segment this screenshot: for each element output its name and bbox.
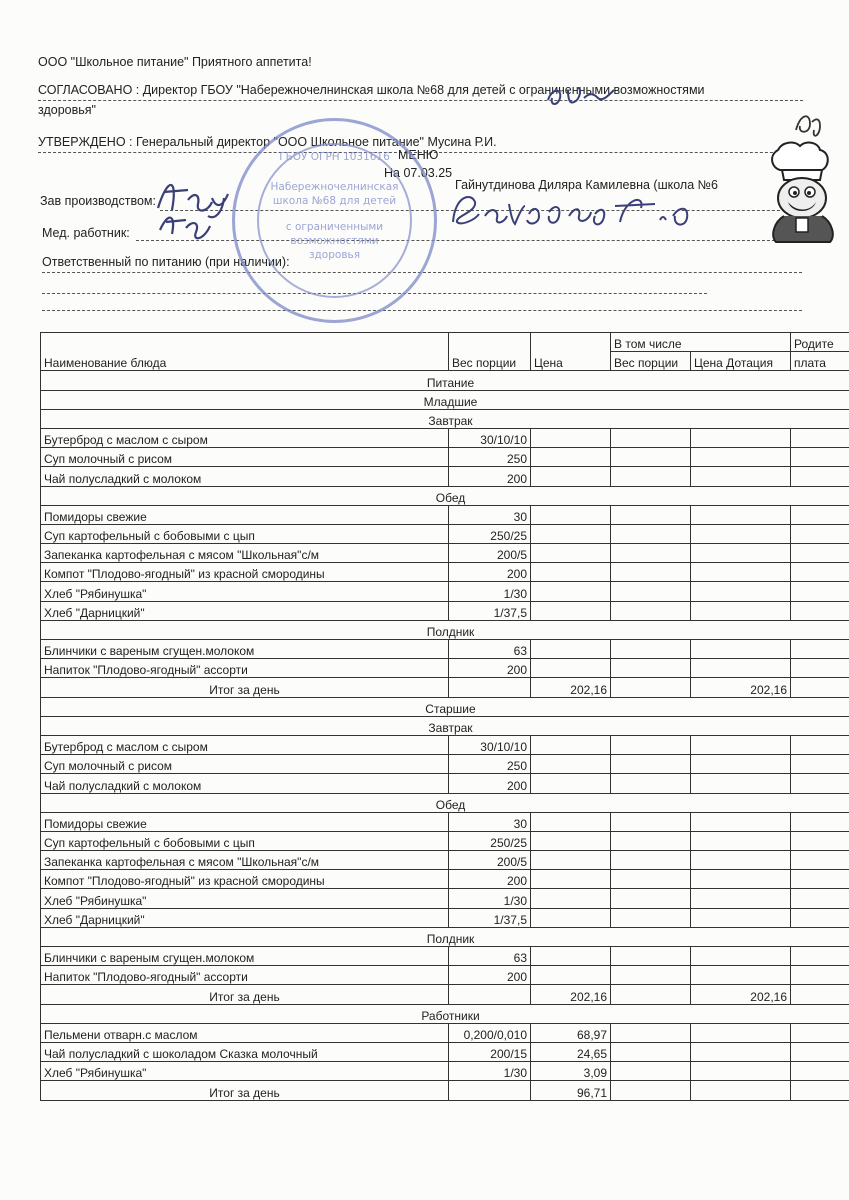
subsidy-cell: [691, 659, 791, 678]
stamp-line: Набережночелнинская: [270, 181, 399, 193]
subsidy-cell: [691, 1062, 791, 1081]
table-row: [41, 870, 849, 889]
section-row: [41, 390, 849, 409]
subsidy-cell: 202,16: [691, 985, 791, 1004]
header-parent-pay: плата: [791, 352, 849, 371]
parent-pay-cell: [791, 774, 849, 793]
parent-pay-cell: [791, 467, 849, 486]
agreed-line-cont: здоровья": [38, 103, 96, 117]
table-row: [41, 467, 849, 486]
dish-name: Чай полусладкий с молоком: [41, 467, 449, 486]
portion-weight-cell: 1/30: [449, 889, 531, 908]
table-row: [41, 908, 849, 927]
subsidy-cell: [691, 601, 791, 620]
section-row: [41, 486, 849, 505]
portion-weight-cell: 63: [449, 640, 531, 659]
subsidy-cell: [691, 889, 791, 908]
section-label: Полдник: [41, 927, 849, 946]
parent-pay-cell: [791, 505, 849, 524]
stamp-line: школа №68 для детей: [272, 195, 397, 207]
price-cell: 68,97: [531, 1023, 611, 1042]
portion-weight-cell: 200/5: [449, 851, 531, 870]
subsidy-cell: [691, 640, 791, 659]
subsidy-cell: [691, 524, 791, 543]
dish-name: Хлеб "Рябинушка": [41, 1062, 449, 1081]
stamp-line: ГБОУ ОГРН 1031616: [279, 151, 390, 163]
table-row: [41, 831, 849, 850]
price-cell: [531, 851, 611, 870]
section-row: [41, 697, 849, 716]
section-label: Завтрак: [41, 716, 849, 735]
menu-title: МЕНЮ: [398, 148, 439, 162]
section-row: [41, 716, 849, 735]
price-cell: [531, 908, 611, 927]
table-row: [41, 812, 849, 831]
subsidy-cell: [691, 831, 791, 850]
dish-name: Хлеб "Дарницкий": [41, 601, 449, 620]
stamp-line: возможностями: [290, 235, 379, 247]
dish-name: Блинчики с вареным сгущен.молоком: [41, 640, 449, 659]
table-header-row: [41, 333, 849, 352]
parent-pay-cell: [791, 735, 849, 754]
portion-weight-cell: 250: [449, 755, 531, 774]
subsidy-cell: [691, 1081, 791, 1100]
portion-weight-cell: 200: [449, 659, 531, 678]
subsidy-cell: [691, 851, 791, 870]
portion-weight-cell: [449, 1081, 531, 1100]
price-cell: [531, 640, 611, 659]
section-row: [41, 620, 849, 639]
parent-pay-cell: [791, 678, 849, 697]
table-row: [41, 966, 849, 985]
price-cell: [531, 467, 611, 486]
price-cell: [531, 524, 611, 543]
portion-weight-cell: 200: [449, 966, 531, 985]
total-row: [41, 678, 849, 697]
dish-name: Компот "Плодово-ягодный" из красной смородины: [41, 563, 449, 582]
parent-pay-cell: [791, 659, 849, 678]
menu-table-body: [41, 333, 849, 1101]
portion-weight-cell: 1/30: [449, 582, 531, 601]
total-label: Итог за день: [41, 678, 449, 697]
dish-name: Запеканка картофельная с мясом "Школьная"с/м: [41, 544, 449, 563]
total-label: Итог за день: [41, 985, 449, 1004]
inc-weight-cell: [611, 1042, 691, 1061]
inc-weight-cell: [611, 563, 691, 582]
header-parent: Родите: [791, 333, 849, 352]
dish-name: Напиток "Плодово-ягодный" ассорти: [41, 966, 449, 985]
price-cell: [531, 812, 611, 831]
inc-weight-cell: [611, 1023, 691, 1042]
section-row: [41, 793, 849, 812]
subsidy-cell: [691, 755, 791, 774]
table-row: [41, 755, 849, 774]
subsidy-cell: 202,16: [691, 678, 791, 697]
portion-weight-cell: 200: [449, 774, 531, 793]
dish-name: Запеканка картофельная с мясом "Школьная"с/м: [41, 851, 449, 870]
price-cell: 202,16: [531, 985, 611, 1004]
inc-weight-cell: [611, 678, 691, 697]
menu-date: На 07.03.25: [384, 166, 453, 180]
inc-weight-cell: [611, 467, 691, 486]
medic-signature: [445, 186, 710, 236]
price-cell: [531, 966, 611, 985]
agreed-line: СОГЛАСОВАНО : Директор ГБОУ "Набережночелнинская школа №68 для детей с ограниченными возможностями: [38, 83, 705, 97]
price-cell: [531, 448, 611, 467]
subsidy-cell: [691, 544, 791, 563]
price-cell: 202,16: [531, 678, 611, 697]
parent-pay-cell: [791, 812, 849, 831]
dish-name: Хлеб "Рябинушка": [41, 582, 449, 601]
inc-weight-cell: [611, 908, 691, 927]
inc-weight-cell: [611, 582, 691, 601]
portion-weight-cell: 200: [449, 870, 531, 889]
parent-pay-cell: [791, 908, 849, 927]
table-row: [41, 735, 849, 754]
dish-name: Суп картофельный с бобовыми с цып: [41, 831, 449, 850]
subsidy-cell: [691, 966, 791, 985]
inc-weight-cell: [611, 870, 691, 889]
stamp-line: здоровья: [308, 249, 361, 261]
inc-weight-cell: [611, 851, 691, 870]
company-line: ООО "Школьное питание" Приятного аппетита!: [38, 55, 312, 69]
menu-table: [40, 332, 849, 1101]
portion-weight-cell: 200: [449, 467, 531, 486]
medic-label: Мед. работник:: [42, 226, 130, 240]
inc-weight-cell: [611, 985, 691, 1004]
stamp-line: с ограниченными: [285, 221, 384, 233]
portion-weight-cell: 200/15: [449, 1042, 531, 1061]
inc-weight-cell: [611, 889, 691, 908]
subsidy-cell: [691, 774, 791, 793]
price-cell: [531, 544, 611, 563]
parent-pay-cell: [791, 448, 849, 467]
portion-weight-cell: [449, 985, 531, 1004]
table-row: [41, 448, 849, 467]
inc-weight-cell: [611, 601, 691, 620]
dish-name: Пельмени отварн.с маслом: [41, 1023, 449, 1042]
price-cell: [531, 563, 611, 582]
table-row: [41, 659, 849, 678]
header-inc-price: Цена Дотация: [691, 352, 791, 371]
parent-pay-cell: [791, 870, 849, 889]
price-cell: [531, 889, 611, 908]
table-row: [41, 428, 849, 447]
dish-name: Блинчики с вареным сгущен.молоком: [41, 947, 449, 966]
subsidy-cell: [691, 582, 791, 601]
dish-name: Помидоры свежие: [41, 505, 449, 524]
section-row: [41, 409, 849, 428]
table-row: [41, 601, 849, 620]
price-cell: 96,71: [531, 1081, 611, 1100]
organization-stamp: [232, 118, 437, 323]
header-portion-weight: Вес порции: [449, 333, 531, 371]
parent-pay-cell: [791, 1081, 849, 1100]
dish-name: Чай полусладкий с шоколадом Сказка молочный: [41, 1042, 449, 1061]
price-cell: [531, 601, 611, 620]
dish-name: Суп молочный с рисом: [41, 755, 449, 774]
parent-pay-cell: [791, 851, 849, 870]
section-row: [41, 927, 849, 946]
parent-pay-cell: [791, 563, 849, 582]
parent-pay-cell: [791, 889, 849, 908]
price-cell: [531, 735, 611, 754]
inc-weight-cell: [611, 659, 691, 678]
portion-weight-cell: 1/30: [449, 1062, 531, 1081]
section-row: [41, 1004, 849, 1023]
portion-weight-cell: 1/37,5: [449, 601, 531, 620]
price-cell: [531, 505, 611, 524]
portion-weight-cell: 63: [449, 947, 531, 966]
subsidy-cell: [691, 870, 791, 889]
price-cell: [531, 582, 611, 601]
header-price: Цена: [531, 333, 611, 371]
dish-name: Суп молочный с рисом: [41, 448, 449, 467]
dish-name: Хлеб "Рябинушка": [41, 889, 449, 908]
parent-pay-cell: [791, 428, 849, 447]
price-cell: [531, 831, 611, 850]
parent-pay-cell: [791, 831, 849, 850]
portion-weight-cell: 1/37,5: [449, 908, 531, 927]
approved-signature: [790, 100, 830, 145]
price-cell: 24,65: [531, 1042, 611, 1061]
dish-name: Компот "Плодово-ягодный" из красной смородины: [41, 870, 449, 889]
dish-name: Суп картофельный с бобовыми с цып: [41, 524, 449, 543]
price-cell: [531, 947, 611, 966]
portion-weight-cell: 200/5: [449, 544, 531, 563]
subsidy-cell: [691, 947, 791, 966]
subsidy-cell: [691, 908, 791, 927]
table-row: [41, 505, 849, 524]
price-cell: 3,09: [531, 1062, 611, 1081]
price-cell: [531, 659, 611, 678]
portion-weight-cell: 30/10/10: [449, 428, 531, 447]
subsidy-cell: [691, 812, 791, 831]
table-row: [41, 889, 849, 908]
table-row: [41, 524, 849, 543]
parent-pay-cell: [791, 582, 849, 601]
inc-weight-cell: [611, 505, 691, 524]
inc-weight-cell: [611, 1062, 691, 1081]
parent-pay-cell: [791, 1023, 849, 1042]
portion-weight-cell: 0,200/0,010: [449, 1023, 531, 1042]
subsidy-cell: [691, 563, 791, 582]
header-including: В том числе: [611, 333, 791, 352]
portion-weight-cell: 30/10/10: [449, 735, 531, 754]
section-row: [41, 371, 849, 390]
inc-weight-cell: [611, 774, 691, 793]
price-cell: [531, 428, 611, 447]
inc-weight-cell: [611, 735, 691, 754]
parent-pay-cell: [791, 1062, 849, 1081]
dish-name: Бутерброд с маслом с сыром: [41, 428, 449, 447]
subsidy-cell: [691, 1023, 791, 1042]
portion-weight-cell: 250/25: [449, 831, 531, 850]
extra-underline-2: [42, 310, 802, 311]
price-cell: [531, 755, 611, 774]
inc-weight-cell: [611, 524, 691, 543]
dish-name: Помидоры свежие: [41, 812, 449, 831]
section-label: Обед: [41, 793, 849, 812]
parent-pay-cell: [791, 601, 849, 620]
total-row: [41, 985, 849, 1004]
dish-name: Напиток "Плодово-ягодный" ассорти: [41, 659, 449, 678]
portion-weight-cell: [449, 678, 531, 697]
section-label: Обед: [41, 486, 849, 505]
responsible-label: Ответственный по питанию (при наличии):: [42, 255, 290, 269]
parent-pay-cell: [791, 1042, 849, 1061]
agreed-signature: [540, 80, 620, 110]
header-name: Наименование блюда: [41, 333, 449, 371]
table-row: [41, 582, 849, 601]
parent-pay-cell: [791, 947, 849, 966]
table-row: [41, 947, 849, 966]
inc-weight-cell: [611, 812, 691, 831]
portion-weight-cell: 250/25: [449, 524, 531, 543]
production-name: Гайнутдинова Диляра Камилевна (школа №6: [455, 178, 718, 192]
section-label: Полдник: [41, 620, 849, 639]
table-row: [41, 1023, 849, 1042]
subsidy-cell: [691, 1042, 791, 1061]
dish-name: Бутерброд с маслом с сыром: [41, 735, 449, 754]
total-row: [41, 1081, 849, 1100]
section-label: Старшие: [41, 697, 849, 716]
parent-pay-cell: [791, 544, 849, 563]
inc-weight-cell: [611, 640, 691, 659]
table-row: [41, 544, 849, 563]
inc-weight-cell: [611, 755, 691, 774]
table-row: [41, 563, 849, 582]
total-label: Итог за день: [41, 1081, 449, 1100]
inc-weight-cell: [611, 544, 691, 563]
table-row: [41, 640, 849, 659]
subsidy-cell: [691, 505, 791, 524]
inc-weight-cell: [611, 428, 691, 447]
portion-weight-cell: 30: [449, 812, 531, 831]
inc-weight-cell: [611, 448, 691, 467]
parent-pay-cell: [791, 524, 849, 543]
subsidy-cell: [691, 735, 791, 754]
parent-pay-cell: [791, 755, 849, 774]
subsidy-cell: [691, 467, 791, 486]
subsidy-cell: [691, 448, 791, 467]
production-label: Зав производством:: [40, 194, 156, 208]
parent-pay-cell: [791, 985, 849, 1004]
inc-weight-cell: [611, 947, 691, 966]
subsidy-cell: [691, 428, 791, 447]
section-label: Питание: [41, 371, 849, 390]
dish-name: Чай полусладкий с молоком: [41, 774, 449, 793]
parent-pay-cell: [791, 640, 849, 659]
inc-weight-cell: [611, 966, 691, 985]
table-row: [41, 851, 849, 870]
table-row: [41, 1062, 849, 1081]
portion-weight-cell: 250: [449, 448, 531, 467]
section-label: Завтрак: [41, 409, 849, 428]
agreed-underline: [38, 100, 803, 101]
parent-pay-cell: [791, 966, 849, 985]
inc-weight-cell: [611, 831, 691, 850]
dish-name: Хлеб "Дарницкий": [41, 908, 449, 927]
approved-line: УТВЕРЖДЕНО : Генеральный директор "ООО Школьное питание" Мусина Р.И.: [38, 135, 497, 149]
section-label: Работники: [41, 1004, 849, 1023]
production-signature: [150, 168, 245, 243]
price-cell: [531, 870, 611, 889]
inc-weight-cell: [611, 1081, 691, 1100]
price-cell: [531, 774, 611, 793]
portion-weight-cell: 200: [449, 563, 531, 582]
chef-logo-icon: [760, 140, 845, 245]
section-label: Младшие: [41, 390, 849, 409]
table-row: [41, 1042, 849, 1061]
header-inc-weight: Вес порции: [611, 352, 691, 371]
portion-weight-cell: 30: [449, 505, 531, 524]
table-row: [41, 774, 849, 793]
